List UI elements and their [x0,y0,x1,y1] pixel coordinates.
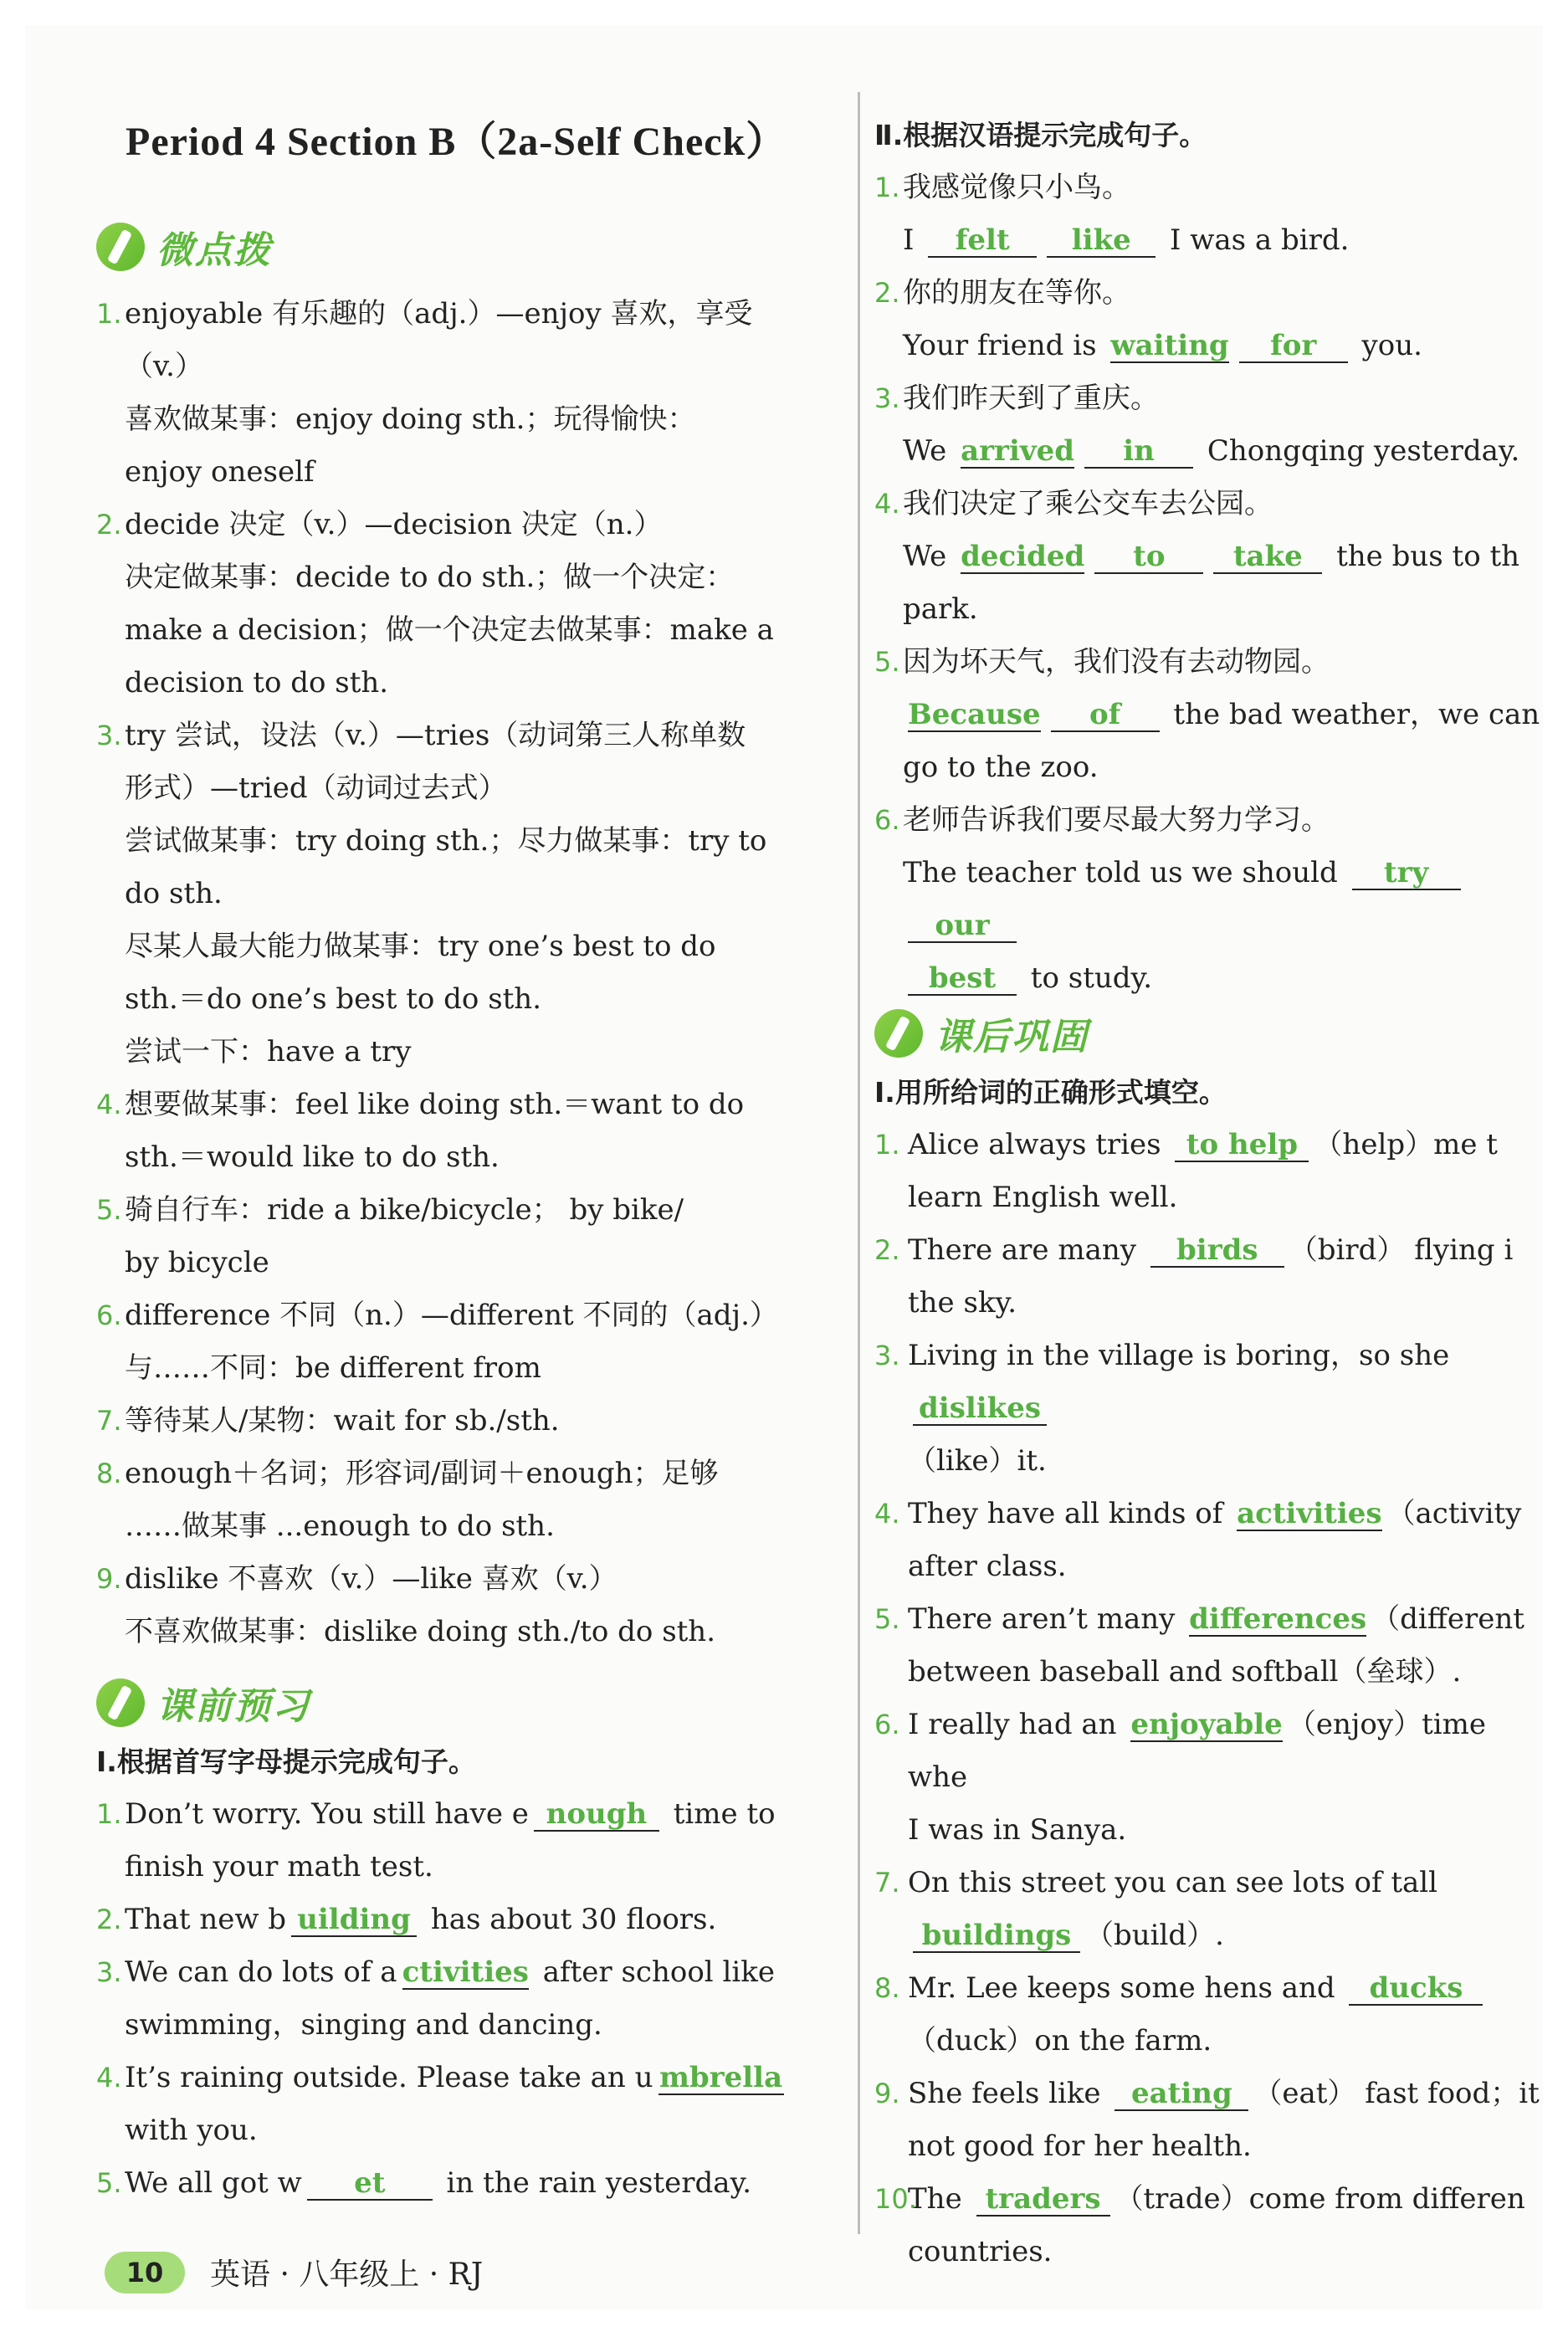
item-number: 9. [96,1563,122,1595]
translation-item [874,794,1544,1005]
tip-line: 尝试一下：have a try [125,1035,412,1069]
answer-blank: best [908,962,1017,996]
page-number: 10 [105,2252,185,2293]
sentence-text: Your friend is [903,329,1106,362]
tip-item [96,1184,833,1289]
chinese-prompt: 你的朋友在等你。 [903,276,1130,310]
sentence-text: I [903,223,924,257]
sentence-text: in the rain yesterday. [437,2166,752,2200]
tip-item [96,288,833,499]
answer-blank: ducks [1349,1972,1483,2006]
preview-line: swimming，singing and dancing. [125,2008,602,2042]
tip-line: try 尝试，设法（v.）—tries（动词第三人称单数 [125,719,746,752]
exercise-line [908,1646,1544,1699]
preview-line [125,1788,833,1841]
item-number: 6. [874,1709,900,1740]
item-number: 5. [96,2167,122,2199]
book-label: 英语 · 八年级上 · RJ [210,2258,484,2292]
tip-line: make a decision；做一个决定去做某事：make a [125,613,774,647]
tip-item [96,499,833,710]
preview-part1-title: Ⅰ.根据首写字母提示完成句子。 [96,1745,476,1778]
chinese-prompt: 我们决定了乘公交车去公园。 [903,487,1273,520]
answer-blank: in [1084,435,1193,469]
sentence-text: the bus to th [1327,540,1520,573]
column-divider [858,92,860,2234]
sentence-text: （enjoy）time whe [908,1708,1486,1794]
preview-line [125,1894,833,1946]
part2-section [874,109,1544,1005]
page-title: Period 4 Section B（2a-Self Check） [126,120,787,164]
exercise-line [908,1119,1544,1171]
sentence-text: They have all kinds of [908,1497,1232,1530]
preview-item [96,1788,833,1894]
sentence-text: （trade）come from differen [1115,2182,1525,2216]
preview-list [96,1788,833,2210]
item-number: 1. [874,1129,900,1161]
answer-blank: Because [908,698,1041,731]
chinese-prompt: 老师告诉我们要尽最大努力学习。 [903,803,1330,837]
sentence-text: On this street you can see lots of tall [908,1866,1438,1899]
item-number: 8. [874,1972,900,2004]
answer-blank: to [1094,541,1203,574]
sentence-text: park. [903,592,978,626]
english-sentence [903,847,1544,952]
exercise-item [874,1962,1544,2068]
sentence-text: not good for her health. [908,2129,1252,2163]
translation-item [874,161,1544,267]
exercise-line [908,1540,1544,1593]
sentence-text: after school like [533,1955,775,1989]
sentence-text: has about 30 floors. [422,1903,717,1936]
sentence-text: We all got w [125,2166,302,2200]
tip-line: 想要做某事：feel like doing sth.＝want to do [125,1088,745,1121]
sentence-text: （bird） flying i [1289,1233,1514,1267]
sentence-text: between baseball and softball（垒球）. [908,1655,1462,1689]
item-number: 3. [874,1340,900,1371]
exercise-line [908,1435,1544,1488]
answer-blank: differences [1189,1602,1367,1636]
answer-blank: take [1213,541,1322,574]
translation-item [874,372,1544,478]
english-sentence [903,530,1544,583]
english-sentence [903,952,1544,1005]
item-number: 5. [874,1603,900,1635]
tip-line: enjoy oneself [125,455,315,489]
tip-line: sth.＝would like to do sth. [125,1140,500,1174]
sentence-text: countries. [908,2235,1053,2268]
exercise-line [908,2173,1544,2226]
tip-item [96,710,833,1079]
preview-line [125,2052,833,2104]
preview-item [96,2052,833,2157]
page-footer [105,2251,483,2293]
english-sentence [903,425,1544,478]
chinese-prompt: 我们昨天到了重庆。 [903,382,1159,415]
after-part1-title: Ⅰ.用所给词的正确形式填空。 [874,1076,1227,1109]
pen-icon [96,1678,145,1727]
exercise-line [908,2068,1544,2120]
tip-line: sth.＝do one’s best to do sth. [125,982,542,1016]
answer-blank: arrived [961,434,1075,468]
workbook-page [25,25,1543,2309]
sentence-text: The [908,2182,971,2216]
answer-blank: ctivities [402,1955,529,1989]
item-number: 6. [874,804,900,836]
pen-icon [96,223,145,271]
sentence-text: I really had an [908,1708,1126,1741]
tip-line: enjoyable 有乐趣的（adj.）—enjoy 喜欢，享受 [125,297,753,331]
sentence-text: learn English well. [908,1181,1178,1214]
answer-blank: buildings [913,1919,1080,1953]
item-number: 6. [96,1299,122,1331]
exercise-item [874,1330,1544,1488]
english-sentence [903,583,1544,636]
answer-blank: for [1239,330,1348,363]
tip-line: 等待某人/某物：wait for sb./sth. [125,1404,560,1438]
sentence-text: There are many [908,1233,1145,1267]
sentence-text: （activity [1386,1497,1522,1530]
exercise-line [908,1330,1544,1435]
answer-blank: enjoyable [1130,1708,1283,1741]
exercise-line [908,1488,1544,1540]
chinese-prompt: 因为坏天气，我们没有去动物园。 [903,645,1330,679]
exercise-item [874,1593,1544,1699]
preview-item [96,2157,833,2210]
sentence-text: （build）. [1085,1919,1224,1952]
english-sentence [903,214,1544,267]
tip-line: difference 不同（n.）—different 不同的（adj.） [125,1299,778,1332]
after-list [874,1119,1544,2278]
exercise-item [874,2068,1544,2173]
exercise-line [908,1857,1544,1909]
sentence-text: Chongqing yesterday. [1198,434,1520,468]
sentence-text: （help）me t [1314,1128,1498,1161]
preview-header [96,1673,833,1732]
preview-section [96,1673,833,2210]
preview-line [125,2157,833,2210]
sentence-text: （different [1371,1602,1524,1636]
tip-line: ……做某事 ...enough to do sth. [125,1509,555,1543]
after-header [874,1004,1544,1063]
sentence-text: Alice always tries [908,1128,1171,1161]
exercise-item [874,1224,1544,1330]
item-number: 9. [874,2078,900,2109]
sentence-text: Mr. Lee keeps some hens and [908,1971,1345,2005]
tip-line: enough＋名词；形容词/副词＋enough；足够 [125,1457,719,1490]
item-number: 7. [96,1405,122,1437]
answer-blank: activities [1237,1497,1382,1530]
answer-blank: traders [976,2183,1110,2217]
tip-line: 尽某人最大能力做某事：try one’s best to do [125,930,716,963]
item-number: 3. [96,1956,122,1988]
answer-blank: et [307,2167,433,2201]
tips-section [96,218,833,1658]
exercise-item [874,1857,1544,1962]
item-number: 2. [96,509,122,541]
tip-item [96,1079,833,1184]
preview-item [96,1946,833,2052]
sentence-text: I was in Sanya. [908,1813,1127,1847]
exercise-line [908,2015,1544,2068]
answer-blank: waiting [1110,329,1229,362]
tip-line: 形式）—tried（动词过去式） [125,771,507,805]
answer-blank: like [1047,224,1156,258]
item-number: 2. [96,1904,122,1935]
item-number: 3. [874,382,900,414]
tip-line: 喜欢做某事：enjoy doing sth.；玩得愉快： [125,402,696,436]
sentence-text: It’s raining outside. Please take an u [125,2061,653,2094]
item-number: 1. [96,298,122,330]
item-number: 8. [96,1458,122,1489]
exercise-line [908,1962,1544,2015]
tips-heading: 微点拨 [156,229,272,272]
part2-title: Ⅱ.根据汉语提示完成句子。 [874,119,1207,151]
answer-blank: felt [928,224,1037,258]
item-number: 5. [96,1194,122,1226]
sentence-text: go to the zoo. [903,751,1099,784]
answer-blank: try [1352,857,1461,890]
answer-blank: eating [1115,2078,1248,2111]
preview-line: with you. [125,2114,258,2147]
after-section [874,1004,1544,2278]
preview-line [125,1946,833,1999]
answer-blank: birds [1150,1234,1284,1268]
part2-list [874,161,1544,1005]
answer-blank: decided [961,540,1085,573]
tip-item [96,1448,833,1553]
chinese-prompt: 我感觉像只小鸟。 [903,171,1130,204]
item-number: 1. [96,1798,122,1830]
tip-line: decision to do sth. [125,666,389,700]
sentence-text: （like）it. [908,1444,1047,1478]
item-number: 1. [874,172,900,203]
preview-heading: 课前预习 [156,1685,310,1728]
tip-line: by bicycle [125,1246,269,1279]
answer-blank: mbrella [658,2061,783,2094]
translation-item [874,636,1544,794]
sentence-text: time to [664,1797,776,1831]
tip-line: 不喜欢做某事：dislike doing sth./to do sth. [125,1615,716,1648]
answer-blank: uilding [291,1904,417,1937]
answer-blank: nough [534,1798,659,1832]
preview-item [96,1894,833,1946]
tip-line: 决定做某事：decide to do sth.；做一个决定： [125,561,735,594]
exercise-line [908,1699,1544,1804]
item-number: 5. [874,646,900,678]
sentence-text: We [903,434,956,468]
tips-header [96,218,833,276]
sentence-text: There aren’t many [908,1602,1185,1636]
sentence-text: I was a bird. [1161,223,1350,257]
tip-line: dislike 不喜欢（v.）—like 喜欢（v.） [125,1562,617,1596]
answer-blank: to help [1175,1129,1309,1162]
translation-item [874,267,1544,372]
tips-list [96,288,833,1658]
exercise-item [874,1119,1544,1224]
sentence-text: The teacher told us we should [903,856,1347,889]
english-sentence [903,320,1544,372]
tip-line: 尝试做某事：try doing sth.；尽力做某事：try to [125,824,767,858]
item-number: 10. [874,2183,917,2215]
exercise-line [908,1277,1544,1330]
exercise-item [874,1699,1544,1857]
tip-item [96,1553,833,1658]
sentence-text: you. [1352,329,1422,362]
sentence-text: Don’t worry. You still have e [125,1797,529,1831]
tip-line: （v.） [125,350,203,383]
tip-line: do sth. [125,877,223,910]
english-sentence [903,741,1544,794]
preview-line: finish your math test. [125,1850,433,1883]
tip-item [96,1395,833,1448]
after-heading: 课后巩固 [935,1016,1089,1058]
item-number: 2. [874,277,900,309]
exercise-line [908,1593,1544,1646]
sentence-text: （eat） fast food；it [1253,2077,1540,2110]
exercise-item [874,1488,1544,1593]
sentence-text: We can do lots of a [125,1955,397,1989]
sentence-text: She feels like [908,2077,1110,2110]
sentence-text: That new b [125,1903,287,1936]
answer-blank: of [1051,699,1160,732]
item-number: 4. [96,1089,122,1120]
sentence-text: We [903,540,956,573]
answer-blank: our [908,910,1017,943]
sentence-text: the bad weather，we can [1164,698,1540,731]
item-number: 4. [874,488,900,520]
tip-line: decide 决定（v.）—decision 决定（n.） [125,508,663,541]
english-sentence [903,689,1544,741]
exercise-line [908,1224,1544,1277]
item-number: 2. [874,1234,900,1266]
sentence-text: （duck）on the farm. [908,2024,1212,2058]
exercise-line [908,1804,1544,1857]
sentence-text: the sky. [908,1286,1017,1320]
translation-item [874,478,1544,636]
exercise-line [908,2226,1544,2278]
item-number: 3. [96,720,122,751]
exercise-item [874,2173,1544,2278]
exercise-line [908,1171,1544,1224]
sentence-text: to study. [1022,961,1153,995]
pen-icon [874,1009,923,1058]
tip-line: 与……不同：be different from [125,1351,541,1385]
sentence-text: after class. [908,1550,1067,1583]
answer-blank: dislikes [913,1392,1047,1426]
tip-item [96,1289,833,1395]
item-number: 4. [874,1498,900,1530]
tip-line: 骑自行车：ride a bike/bicycle； by bike/ [125,1193,684,1227]
item-number: 4. [96,2062,122,2094]
item-number: 7. [874,1867,900,1899]
sentence-text: Living in the village is boring，so she [908,1339,1450,1372]
exercise-line [908,2120,1544,2173]
exercise-line [908,1909,1544,1962]
